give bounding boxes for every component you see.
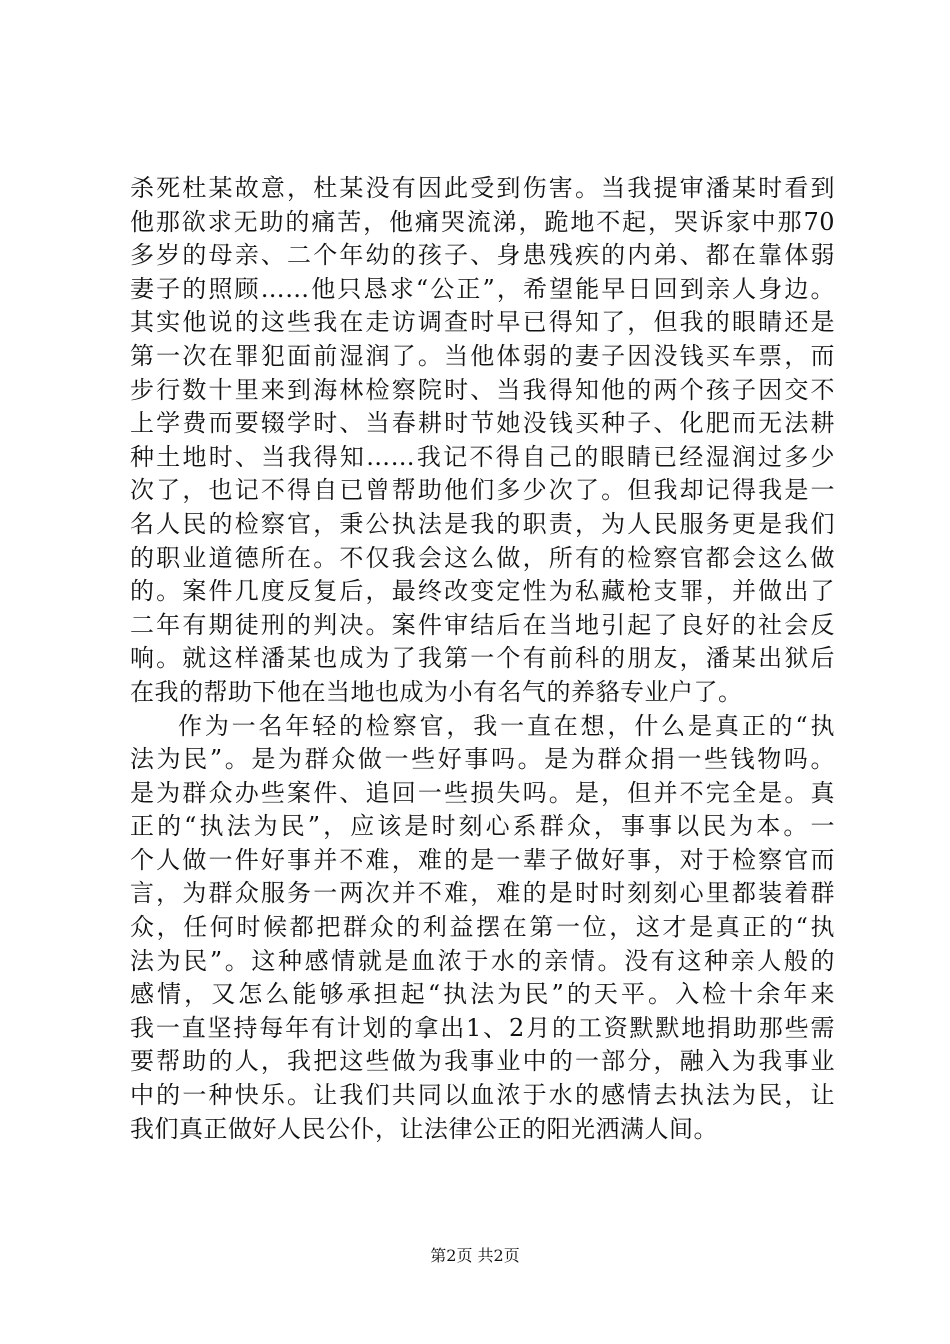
text-line: 要帮助的人，我把这些做为我事业中的一部分，融入为我事业: [130, 1047, 835, 1076]
text-line: 次了，也记不得自已曾帮助他们多少次了。但我却记得我是一: [130, 476, 835, 505]
text-line: 步行数十里来到海林检察院时、当我得知他的两个孩子因交不: [130, 375, 835, 404]
page-footer: [0, 1246, 950, 1266]
text-line: 我一直坚持每年有计划的拿出1、2月的工资默默地捐助那些需: [130, 1013, 835, 1042]
text-line: 种土地时、当我得知……我记不得自己的眼睛已经湿润过多少: [130, 442, 835, 471]
text-line: 上学费而要辍学时、当春耕时节她没钱买种子、化肥而无法耕: [130, 409, 835, 438]
text-line: 名人民的检察官，秉公执法是我的职责，为人民服务更是我们: [130, 509, 835, 538]
text-line: 言，为群众服务一两次并不难，难的是时时刻刻心里都装着群: [130, 879, 835, 908]
text-line: 个人做一件好事并不难，难的是一辈子做好事，对于检察官而: [130, 845, 835, 874]
text-line: 妻子的照顾……他只恳求“公正”，希望能早日回到亲人身边。: [130, 274, 835, 303]
text-line: 是为群众办些案件、追回一些损失吗。是，但并不完全是。真: [130, 778, 835, 807]
text-line: 杀死杜某故意，杜某没有因此受到伤害。当我提审潘某时看到: [130, 174, 835, 202]
text-line: 的。案件几度反复后，最终改变定性为私藏枪支罪，并做出了: [130, 577, 835, 606]
text-line: 正的“执法为民”，应该是时刻心系群众，事事以民为本。一: [130, 812, 835, 841]
text-line: 他那欲求无助的痛苦，他痛哭流涕，跪地不起，哭诉家中那70: [130, 207, 835, 236]
text-line: 众，任何时候都把群众的利益摆在第一位，这才是真正的“执: [130, 913, 835, 942]
text-line: 第一次在罪犯面前湿润了。当他体弱的妻子因没钱买车票，而: [130, 341, 835, 370]
text-line: 作为一名年轻的检察官，我一直在想，什么是真正的“执: [178, 711, 835, 740]
text-line: 在我的帮助下他在当地也成为小有名气的养貉专业户了。: [130, 677, 743, 706]
text-line: 我们真正做好人民公仆，让法律公正的阳光洒满人间。: [130, 1114, 718, 1143]
text-line: 法为民”。是为群众做一些好事吗。是为群众捐一些钱物吗。: [130, 745, 835, 774]
text-line: 响。就这样潘某也成为了我第一个有前科的朋友，潘某出狱后: [130, 644, 835, 673]
text-line: 中的一种快乐。让我们共同以血浓于水的感情去执法为民，让: [130, 1081, 835, 1110]
body-text: [130, 172, 835, 1146]
paragraph-1: [130, 172, 835, 710]
text-line: 二年有期徒刑的判决。案件审结后在当地引起了良好的社会反: [130, 610, 835, 639]
text-line: 多岁的母亲、二个年幼的孩子、身患残疾的内弟、都在靠体弱: [130, 241, 835, 270]
text-line: 的职业道德所在。不仅我会这么做，所有的检察官都会这么做: [130, 543, 835, 572]
text-line: 其实他说的这些我在走访调查时早已得知了，但我的眼睛还是: [130, 308, 835, 337]
text-line: 法为民”。这种感情就是血浓于水的亲情。没有这种亲人般的: [130, 946, 835, 975]
paragraph-2: [130, 710, 835, 1147]
page-number: 第2页 共2页: [430, 1246, 520, 1265]
text-line: 感情，又怎么能够承担起“执法为民”的天平。入检十余年来: [130, 980, 835, 1009]
